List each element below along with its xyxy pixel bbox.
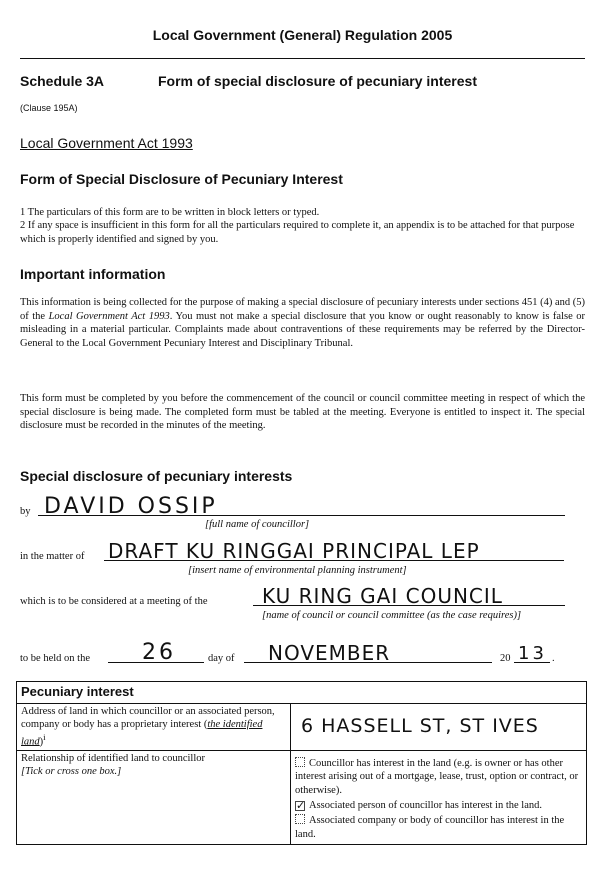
pecuniary-interest-table	[16, 681, 587, 845]
day-of-label: day of	[208, 653, 235, 664]
schedule-number: Schedule 3A	[20, 73, 105, 89]
meeting-field[interactable]: KU RING GAI COUNCIL	[262, 584, 503, 608]
schedule-title: Form of special disclosure of pecuniary interest	[158, 73, 477, 89]
clause-ref: (Clause 195A)	[20, 103, 78, 113]
year-field[interactable]: 13	[518, 643, 547, 664]
meeting-hint: [name of council or council committee (as the case requires)]	[262, 610, 522, 621]
pecuniary-heading: Pecuniary interest	[17, 682, 587, 704]
important-para1-end: . You must not make a special disclosure that you know or ought reasonably to know is false or misleading in a material particular. Complaints made about contraventions of these requirements may be referred by the Director-General to the Local Government Pecuniary Interest and Disciplinary Tribunal.	[20, 310, 585, 349]
checkbox-associated-person[interactable]: ✓	[296, 798, 306, 812]
instruction-1: 1 The particulars of this form are to be written in block letters or typed.	[20, 207, 320, 218]
relationship-hint: [Tick or cross one box.]	[21, 766, 122, 778]
header-divider	[20, 58, 585, 59]
address-label-end: )	[39, 736, 44, 747]
option-councillor-text: Councillor has interest in the land (e.g. is owner or has other interest arising out of a mortgage, lease, trust, option or contract, or otherwise).	[295, 757, 579, 796]
meeting-label: which is to be considered at a meeting of the	[20, 596, 208, 607]
important-paragraph-1	[20, 296, 585, 351]
checkbox-councillor-interest[interactable]	[295, 757, 305, 767]
option-councillor-interest[interactable]	[295, 757, 582, 797]
act-name-italic: Local Government Act 1993	[48, 310, 170, 322]
option-associated-company[interactable]	[295, 814, 582, 841]
month-field[interactable]: NOVEMBER	[268, 641, 391, 665]
important-paragraph-2: This form must be completed by you before the commencement of the council or council committee meeting in respect of which the special disclosure is being made. The completed form must be tabled at the meeting. Everyone is entitled to inspect it. The special disclosure must be recorded in the minutes of the meeting.	[20, 393, 585, 432]
matter-label: in the matter of	[20, 551, 85, 562]
address-field[interactable]: 6 HASSELL ST, ST IVES	[301, 715, 539, 738]
relationship-label: Relationship of identified land to councillor	[21, 752, 206, 764]
relationship-label-cell	[17, 750, 291, 845]
address-value-cell[interactable]	[291, 703, 587, 750]
address-label-start: Address of land in which councillor or an associated person, company or body has a proprietary interest (	[21, 705, 275, 731]
important-para1-start: This information is being collected for the purpose of making a special disclosure of pecuniary interests under sections 451 (4) and (5) of the	[20, 297, 585, 322]
regulation-title: Local Government (General) Regulation 2005	[152, 27, 453, 43]
matter-field[interactable]: DRAFT KU RINGGAI PRINCIPAL LEP	[108, 539, 480, 563]
disclosure-heading: Special disclosure of pecuniary interests	[20, 468, 293, 484]
form-title: Form of Special Disclosure of Pecuniary Interest	[20, 171, 343, 187]
year-suffix: .	[552, 653, 555, 664]
instruction-2: 2 If any space is insufficient in this form for all the particulars required to complete it, an appendix is to be attached for that purpose which is properly identified and signed by you.	[20, 220, 575, 245]
option-associated-person[interactable]	[295, 799, 582, 812]
footnote-ref: i	[43, 731, 46, 742]
instructions	[20, 206, 585, 246]
day-field[interactable]: 26	[142, 640, 176, 665]
option-associated-company-text: Associated company or body of councillor has interest in the land.	[295, 815, 565, 840]
matter-hint: [insert name of environmental planning instrument]	[188, 565, 407, 576]
year-prefix: 20	[500, 653, 511, 664]
relationship-options-cell	[291, 750, 587, 845]
by-label: by	[20, 506, 31, 517]
held-on-label: to be held on the	[20, 653, 90, 664]
councillor-name-field[interactable]: DAVID OSSIP	[44, 494, 218, 519]
option-associated-person-text: Associated person of councillor has interest in the land.	[309, 799, 542, 811]
councillor-name-hint: [full name of councillor]	[205, 519, 310, 530]
identified-land-label: the identified land	[21, 719, 263, 747]
checkbox-associated-company[interactable]	[295, 814, 305, 824]
address-label-cell	[17, 703, 291, 750]
act-title: Local Government Act 1993	[20, 135, 193, 151]
important-heading: Important information	[20, 266, 166, 282]
